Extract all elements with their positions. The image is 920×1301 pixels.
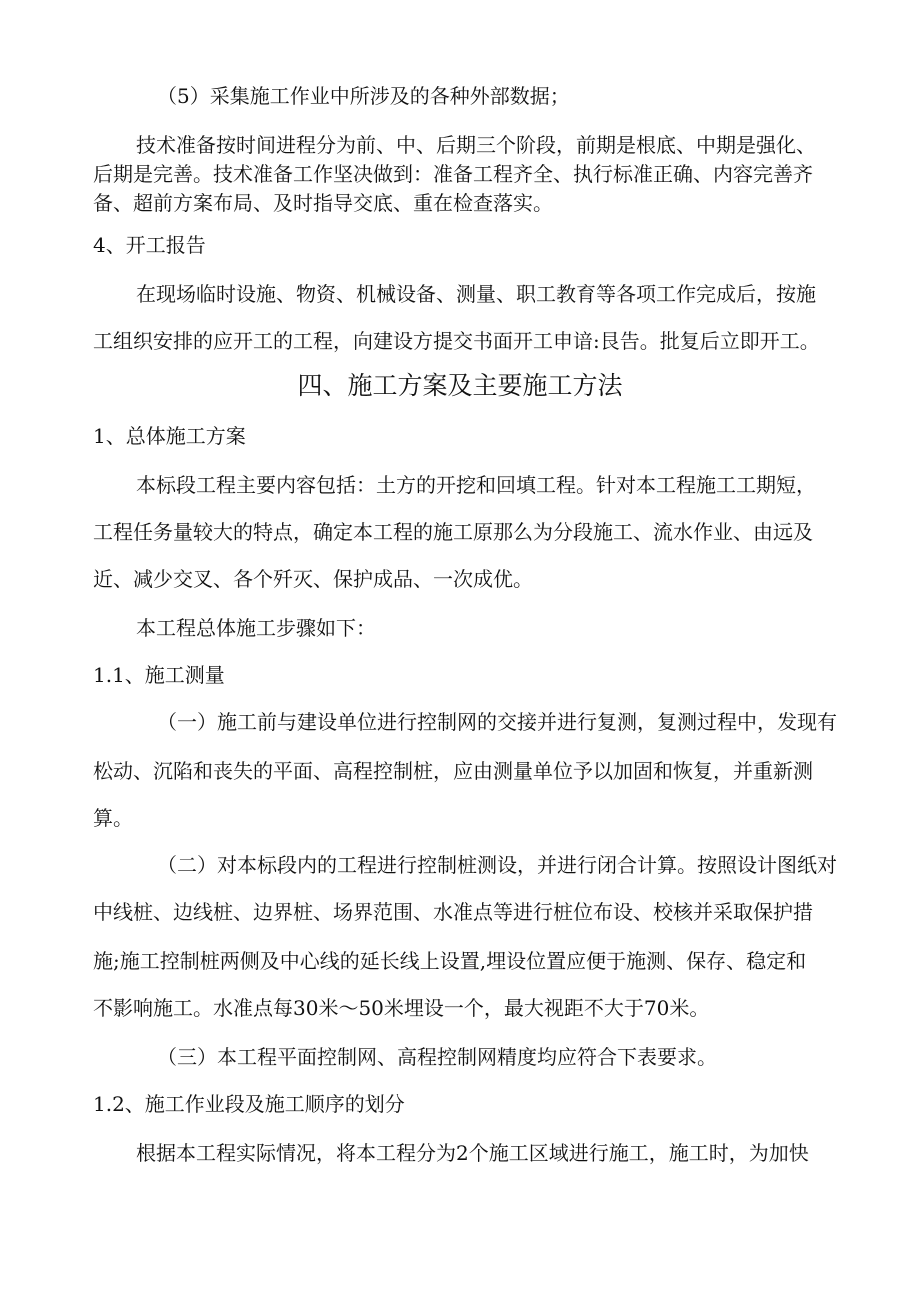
paragraph-line: 备、超前方案布局、及时指导交底、重在检查落实。 (93, 191, 553, 215)
list-item-5: （5）采集施工作业中所涉及的各种外部数据； (157, 84, 570, 108)
paragraph-line: 算。 (93, 806, 133, 830)
paragraph-line: 不影响施工。水准点每30米～50米埋设一个，最大视距不大于70米。 (93, 996, 710, 1020)
section-heading-1: 1、总体施工方案 (93, 424, 246, 448)
paragraph-line: 工组织安排的应开工的工程，向建设方提交书面开工申谙:艮告。批复后立即开工。 (93, 329, 820, 353)
paragraph-line: 中线桩、边线桩、边界桩、场界范围、水准点等进行桩位布设、校核并采取保护措 (93, 900, 813, 924)
paragraph-line: 本标段工程主要内容包括：土方的开挖和回填工程。针对本工程施工工期短， (136, 473, 816, 497)
section-heading-4: 4、开工报告 (93, 233, 206, 257)
paragraph-line: 松动、沉陷和丧失的平面、高程控制桩，应由测量单位予以加固和恢复，并重新测 (93, 759, 813, 783)
paragraph-line: 本工程总体施工步骤如下： (136, 616, 376, 640)
paragraph-line: （三）本工程平面控制网、高程控制网精度均应符合下表要求。 (157, 1045, 717, 1069)
paragraph-line: 在现场临时设施、物资、机械设备、测量、职工教育等各项工作完成后，按施 (136, 282, 816, 306)
paragraph-line: 工程任务量较大的特点，确定本工程的施工原那么为分段施工、流水作业、由远及 (93, 520, 813, 544)
section-heading-1-2: 1.2、施工作业段及施工顺序的划分 (93, 1092, 405, 1116)
paragraph-line: 技术准备按时间进程分为前、中、后期三个阶段，前期是根底、中期是强化、 (136, 133, 816, 157)
chapter-title: 四、施工方案及主要施工方法 (297, 371, 623, 400)
paragraph-line: 近、减少交叉、各个歼灭、保护成品、一次成优。 (93, 567, 533, 591)
paragraph-line: 后期是完善。技术准备工作坚决做到：准备工程齐全、执行标准正确、内容完善齐 (93, 162, 813, 186)
paragraph-line: 施;施工控制桩两侧及中心线的延长线上设置,埋设位置应便于施测、保存、稳定和 (93, 949, 807, 973)
paragraph-line: 根据本工程实际情况，将本工程分为2个施工区域进行施工，施工时，为加快 (136, 1141, 809, 1165)
section-heading-1-1: 1.1、施工测量 (93, 663, 225, 687)
paragraph-line: （一）施工前与建设单位进行控制网的交接并进行复测，复测过程中，发现有 (157, 710, 837, 734)
paragraph-line: （二）对本标段内的工程进行控制桩测设，并进行闭合计算。按照设计图纸对 (157, 853, 837, 877)
